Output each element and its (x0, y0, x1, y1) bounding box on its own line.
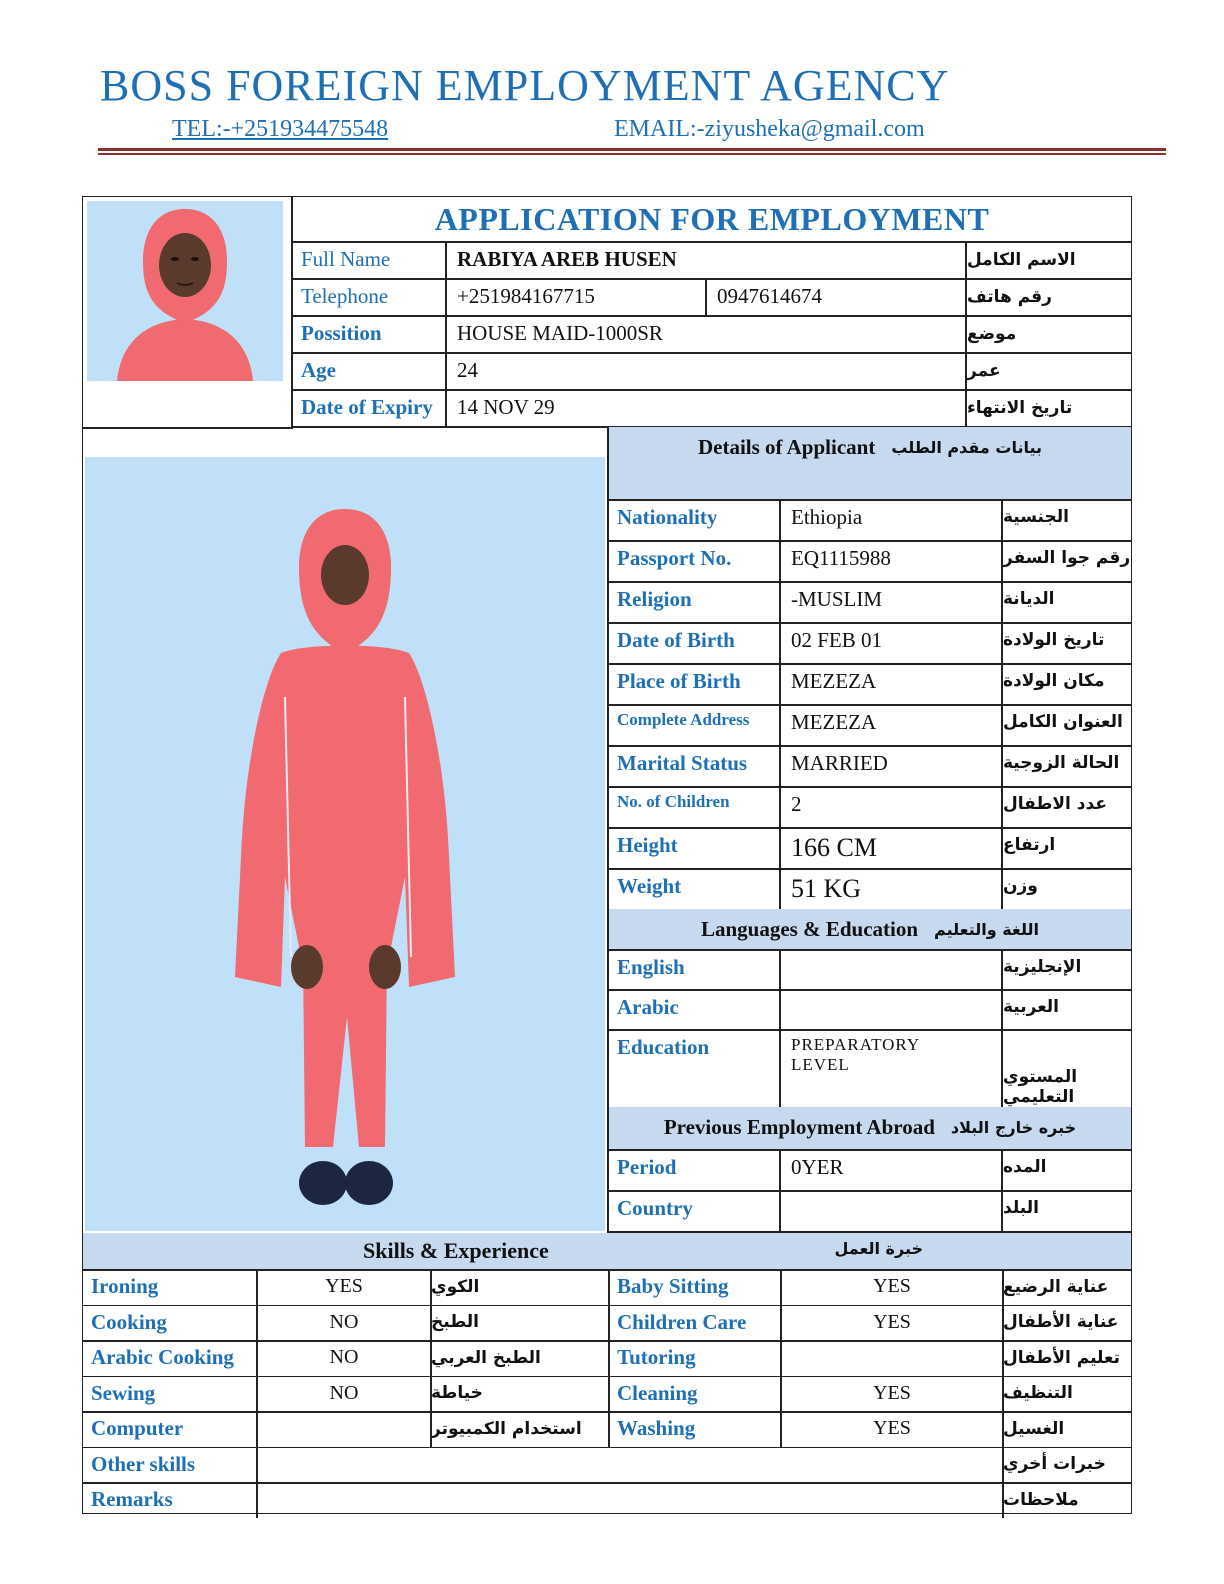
detail-value-line: PREPARATORY (791, 1035, 921, 1054)
grid-line (1001, 949, 1003, 989)
previous-employment-heading-arabic: خبره خارج البلاد (950, 1117, 1077, 1137)
skill-label-arabic: عناية الأطفال (1003, 1312, 1119, 1333)
detail-value (781, 1029, 1003, 1107)
grid-line (779, 745, 781, 786)
detail-value: MEZEZA (791, 710, 877, 734)
skill-label: Cooking (91, 1309, 167, 1334)
grid-line (1001, 1029, 1003, 1107)
previous-employment-heading (609, 1107, 1131, 1147)
remarks-field (257, 1482, 1003, 1518)
other-skills-label-arabic: خبرات أخري (1003, 1454, 1106, 1475)
detail-label-arabic: وزن (1003, 876, 1038, 896)
grid-line (256, 1482, 258, 1518)
skill-value: YES (325, 1275, 363, 1298)
form-label-arabic: رقم هاتف (967, 286, 1052, 307)
detail-label: Height (617, 833, 678, 857)
portrait-image (87, 201, 283, 381)
passport-photo (87, 201, 283, 381)
skill-label: Computer (91, 1416, 184, 1441)
previous-employment-heading-text: Previous Employment Abroad (663, 1114, 935, 1139)
form-title: APPLICATION FOR EMPLOYMENT (434, 200, 990, 237)
grid-line (256, 1447, 258, 1483)
detail-value: EQ1115988 (791, 546, 891, 570)
detail-value: -MUSLIM (791, 587, 883, 611)
skill-label: Baby Sitting (617, 1274, 729, 1299)
grid-line (779, 1149, 781, 1190)
header-rule-thin (98, 153, 1166, 155)
form-label-arabic: تاريخ الانتهاء (967, 397, 1073, 418)
remarks-label-arabic: ملاحظات (1003, 1489, 1079, 1510)
skills-heading-arabic: خبرة العمل (834, 1238, 923, 1258)
detail-label: Complete Address (617, 710, 750, 729)
header-rule (98, 148, 1166, 151)
form-label-arabic: الاسم الكامل (967, 249, 1076, 270)
skill-label: Arabic Cooking (91, 1345, 234, 1370)
grid-line (1002, 1269, 1004, 1447)
detail-value: MARRIED (791, 751, 888, 775)
grid-line (779, 989, 781, 1029)
email-link[interactable]: EMAIL:-ziyusheka@gmail.com (614, 116, 925, 142)
skill-label: Tutoring (617, 1345, 696, 1370)
detail-label-arabic: البلد (1003, 1198, 1039, 1218)
detail-label-arabic: الإنجليزية (1003, 957, 1082, 977)
grid-line (1001, 704, 1003, 745)
languages-education-heading-arabic: اللغة والتعليم (934, 919, 1039, 939)
form-value: 14 NOV 29 (457, 395, 555, 419)
skill-label-arabic: تعليم الأطفال (1003, 1347, 1120, 1368)
grid-line (779, 540, 781, 581)
skills-heading: Skills & Experience (363, 1238, 549, 1263)
form-label-arabic: عمر (967, 360, 1001, 381)
grid-line (779, 663, 781, 704)
detail-label-arabic-line: المستوي (1003, 1067, 1078, 1087)
skill-value: YES (873, 1417, 911, 1440)
skill-value: NO (329, 1310, 359, 1333)
detail-label: English (617, 955, 685, 979)
grid-line (1002, 1482, 1004, 1518)
skill-label-arabic: الكوي (431, 1276, 480, 1297)
detail-value (781, 1190, 1003, 1231)
detail-label: Arabic (617, 995, 679, 1019)
grid-line (779, 1190, 781, 1231)
form-label-arabic: موضع (967, 323, 1017, 344)
skill-value (781, 1340, 1003, 1376)
grid-line (256, 1269, 258, 1447)
grid-line (608, 1269, 610, 1447)
detail-label-arabic-line: التعليمي (1003, 1087, 1075, 1107)
skill-label-arabic: التنظيف (1003, 1383, 1073, 1404)
full-body-photo (85, 457, 605, 1231)
skill-label-arabic: خياطة (431, 1383, 483, 1404)
details-of-applicant-heading (609, 427, 1131, 467)
form-value-secondary: 0947614674 (717, 284, 822, 308)
skill-label: Washing (617, 1416, 696, 1441)
skill-value: YES (873, 1310, 911, 1333)
form-label: Telephone (301, 284, 389, 308)
detail-label: Nationality (617, 505, 718, 529)
skill-value: NO (329, 1346, 359, 1369)
grid-line (430, 1269, 432, 1447)
details-of-applicant-heading-arabic: بيانات مقدم الطلب (891, 437, 1043, 457)
grid-line (1001, 868, 1003, 909)
detail-value: Ethiopia (791, 505, 863, 529)
detail-label: Passport No. (617, 546, 732, 570)
skill-label: Children Care (617, 1309, 747, 1334)
detail-label-arabic (1003, 1029, 1131, 1107)
grid-line (1001, 1149, 1003, 1190)
form-label: Possition (301, 321, 382, 345)
detail-value-line: LEVEL (791, 1055, 850, 1074)
detail-value (781, 949, 1003, 989)
detail-label-arabic: المده (1003, 1157, 1047, 1177)
grid-line (1001, 499, 1003, 540)
detail-label-arabic: عدد الاطفال (1003, 794, 1107, 814)
telephone-link[interactable]: TEL:-+251934475548 (172, 116, 389, 142)
grid-line (1001, 827, 1003, 868)
grid-line (1002, 1447, 1004, 1483)
grid-line (1001, 1190, 1003, 1231)
detail-value: 51 KG (791, 874, 862, 903)
detail-value: 166 CM (791, 833, 877, 862)
skills-band (83, 1233, 1131, 1269)
grid-line (780, 1269, 782, 1447)
agency-name: BOSS FOREIGN EMPLOYMENT AGENCY (100, 61, 950, 110)
grid-line (779, 704, 781, 745)
detail-label-arabic: الحالة الزوجية (1003, 753, 1120, 773)
form-value: 24 (457, 358, 478, 382)
skill-value (257, 1411, 431, 1447)
grid-line (1001, 540, 1003, 581)
detail-label-arabic: الديانة (1003, 589, 1055, 609)
full-body-image (85, 457, 605, 1231)
grid-line (779, 1029, 781, 1107)
form-value: HOUSE MAID-1000SR (457, 321, 663, 345)
grid-line (1001, 663, 1003, 704)
detail-value: MEZEZA (791, 669, 877, 693)
detail-label-arabic: مكان الولادة (1003, 671, 1105, 691)
form-value: RABIYA AREB HUSEN (457, 247, 677, 271)
detail-label: Religion (617, 587, 692, 611)
grid-line (779, 622, 781, 663)
form-label: Date of Expiry (301, 395, 433, 419)
detail-label: Education (617, 1035, 710, 1059)
form-label: Age (301, 358, 336, 382)
detail-value: 02 FEB 01 (791, 628, 883, 652)
detail-label: No. of Children (617, 792, 730, 811)
detail-label: Period (617, 1155, 677, 1179)
grid-line (1001, 786, 1003, 827)
skill-label: Sewing (91, 1380, 156, 1405)
grid-line (1001, 581, 1003, 622)
form-label: Full Name (301, 247, 391, 271)
languages-education-heading (609, 909, 1131, 949)
detail-value (781, 989, 1003, 1029)
skill-label-arabic: الغسيل (1003, 1418, 1065, 1439)
detail-label-arabic: العنوان الكامل (1003, 712, 1123, 732)
grid-line (1001, 622, 1003, 663)
detail-label: Place of Birth (617, 669, 741, 693)
grid-line (1001, 745, 1003, 786)
skill-value: YES (873, 1381, 911, 1404)
grid-line (779, 499, 781, 540)
detail-label-arabic: رقم جوا السفر (1003, 548, 1131, 568)
skill-label-arabic: استخدام الكمبيوتر (431, 1418, 582, 1439)
detail-value: 0YER (791, 1155, 844, 1179)
skill-value: NO (329, 1381, 359, 1404)
application-form (82, 196, 1132, 1514)
detail-label-arabic: تاريخ الولادة (1003, 630, 1105, 650)
grid-line (779, 868, 781, 909)
details-of-applicant-heading-text: Details of Applicant (697, 434, 876, 459)
grid-line (779, 786, 781, 827)
other-skills-field (257, 1447, 1003, 1483)
grid-line (779, 949, 781, 989)
other-skills-label: Other skills (91, 1451, 196, 1476)
skill-label-arabic: الطبخ العربي (431, 1347, 541, 1368)
skill-label: Ironing (91, 1274, 159, 1299)
detail-label-arabic: ارتفاع (1003, 835, 1056, 855)
languages-education-heading-text: Languages & Education (701, 916, 919, 941)
skill-value: YES (873, 1275, 911, 1298)
detail-label: Weight (617, 874, 682, 898)
skill-label-arabic: عناية الرضيع (1003, 1276, 1109, 1297)
detail-label: Date of Birth (617, 628, 735, 652)
grid-line (1001, 989, 1003, 1029)
detail-label-arabic: الجنسية (1003, 507, 1069, 527)
detail-label: Marital Status (617, 751, 748, 775)
skill-label: Cleaning (617, 1380, 698, 1405)
detail-label-arabic: العربية (1003, 997, 1060, 1017)
form-value: +251984167715 (457, 284, 595, 308)
grid-line (779, 581, 781, 622)
remarks-label: Remarks (91, 1487, 173, 1512)
grid-line (779, 827, 781, 868)
skill-label-arabic: الطبخ (431, 1312, 479, 1333)
detail-value: 2 (791, 792, 802, 816)
detail-label: Country (617, 1196, 693, 1220)
